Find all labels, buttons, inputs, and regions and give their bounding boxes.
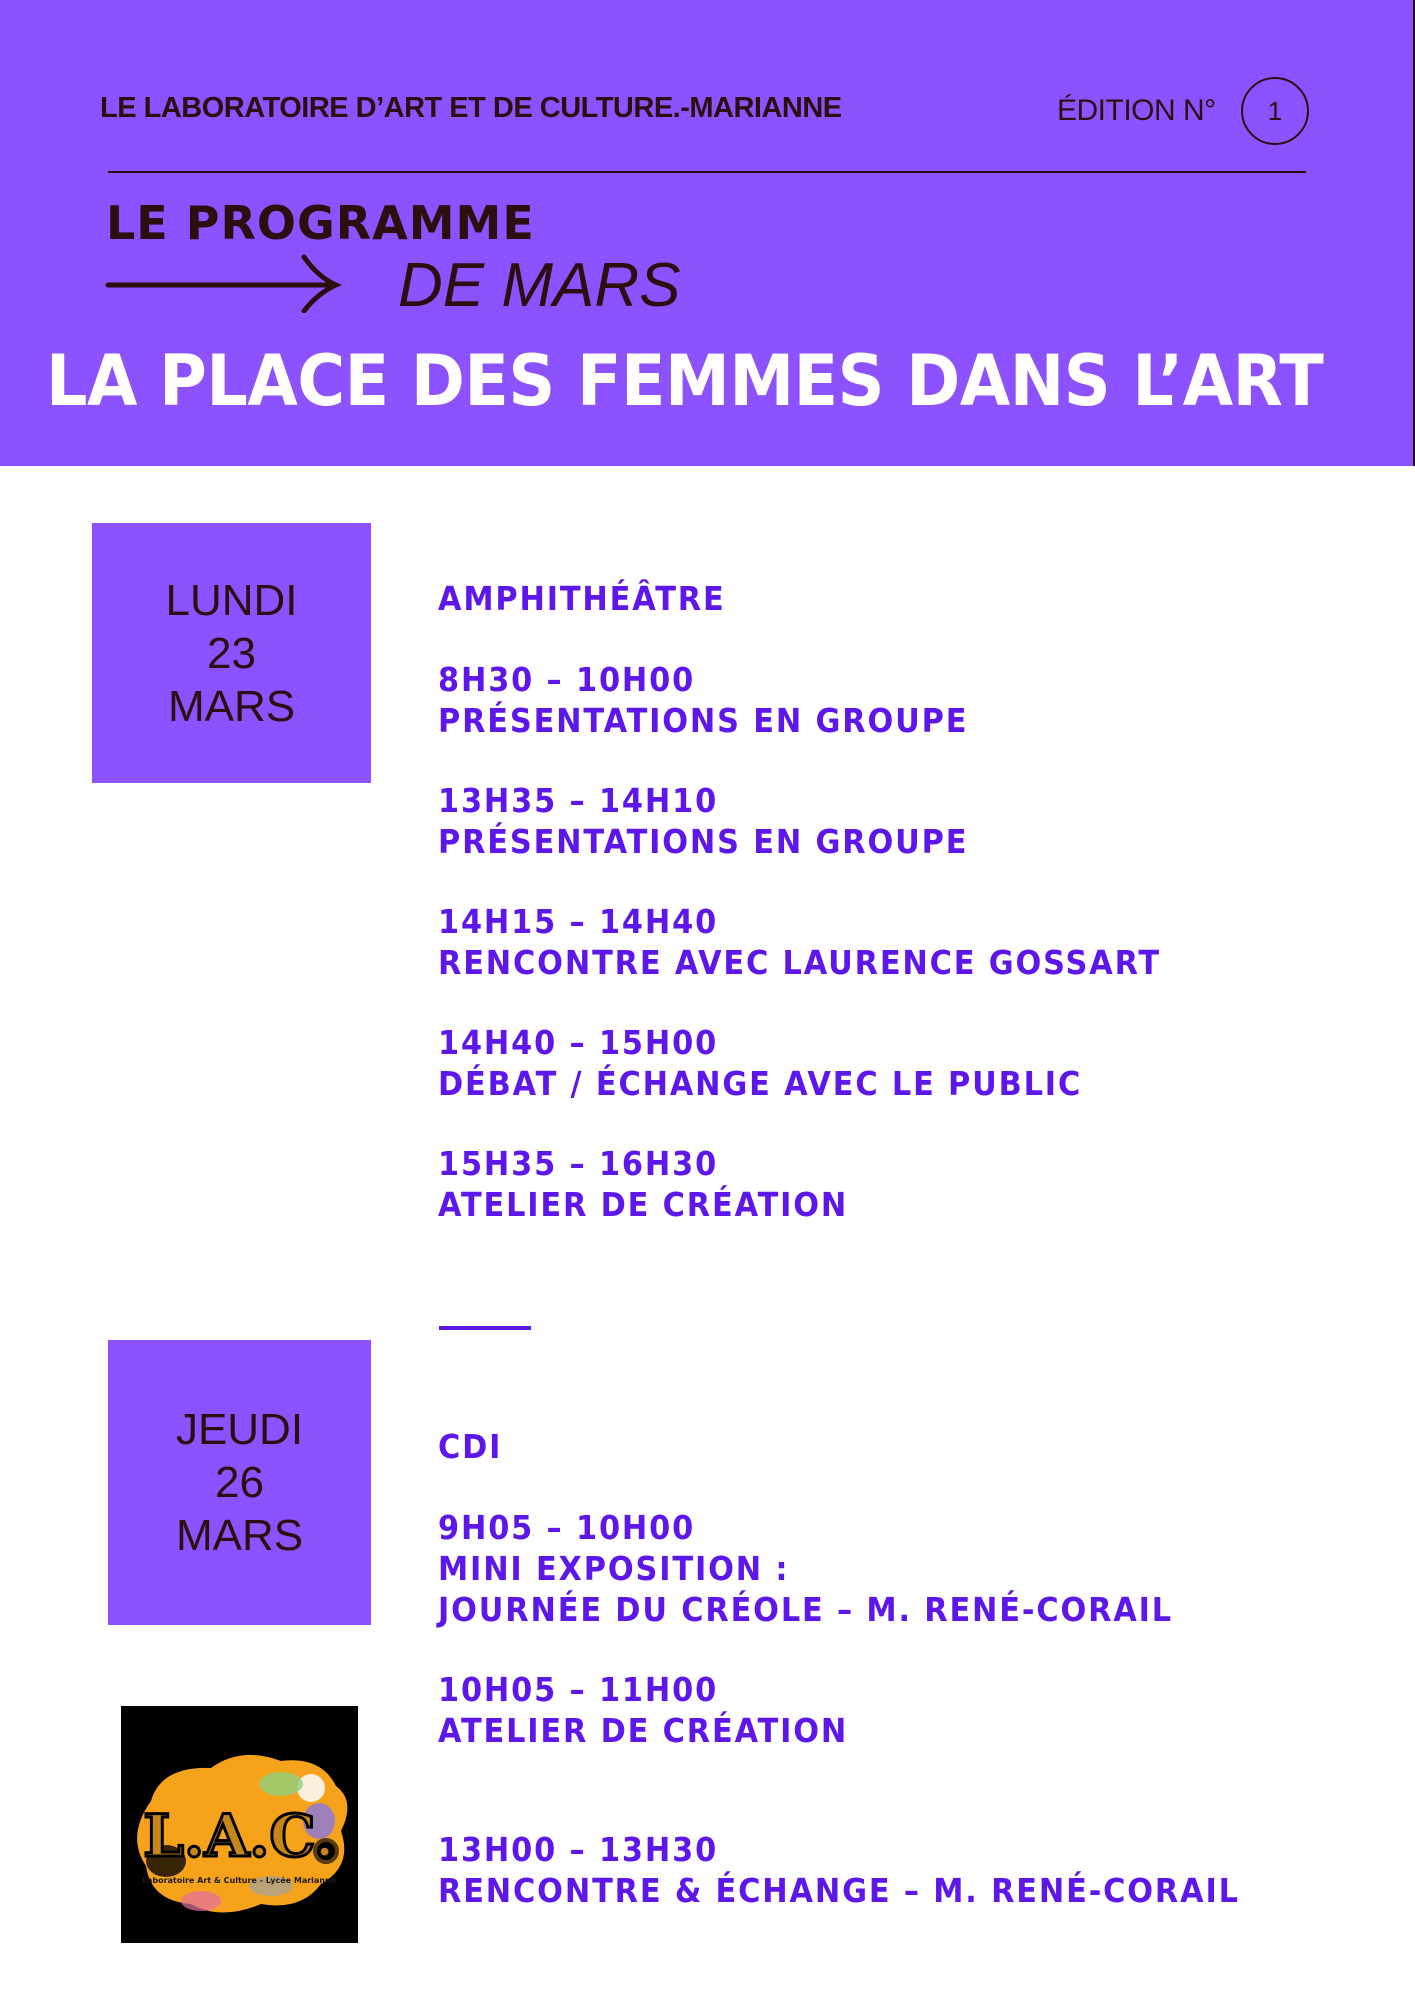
edition-label: ÉDITION N° (1057, 94, 1216, 127)
program-title: LE PROGRAMME (106, 196, 535, 250)
event-time: 9H05 – 10H00 (438, 1508, 696, 1547)
day-box-lundi (92, 523, 371, 783)
event-item (438, 1022, 1138, 1104)
event-title: RENCONTRE AVEC LAURENCE GOSSART (438, 943, 1161, 982)
event-title: PRÉSENTATIONS EN GROUPE (438, 822, 969, 861)
event-title: RENCONTRE & ÉCHANGE – M. RENÉ-CORAIL (438, 1871, 1240, 1910)
palette-logo-icon (121, 1706, 358, 1943)
svg-text:L.A.C.: L.A.C. (143, 1802, 335, 1870)
event-time: 14H40 – 15H00 (438, 1023, 719, 1062)
event-title: ATELIER DE CRÉATION (438, 1711, 849, 1750)
day-date: 23 (207, 628, 256, 678)
event-subtitle: JOURNÉE DU CRÉOLE – M. RENÉ-CORAIL (438, 1590, 1173, 1629)
svg-text:Laboratoire Art & Culture - Ly: Laboratoire Art & Culture - Lycée Marianne (141, 1876, 337, 1885)
venue-title: CDI (438, 1427, 503, 1466)
event-item (438, 1143, 884, 1225)
event-time: 13H35 – 14H10 (438, 781, 719, 820)
day-box-jeudi (108, 1340, 371, 1625)
edition-number: 1 (1267, 95, 1283, 126)
day-month: MARS (167, 681, 296, 731)
edition-number-badge (1241, 77, 1309, 145)
event-title: MINI EXPOSITION : (438, 1549, 790, 1588)
program-month: DE MARS (398, 251, 681, 320)
event-time: 10H05 – 11H00 (438, 1670, 719, 1709)
section-divider (439, 1326, 531, 1330)
event-item (438, 901, 1224, 983)
event-item (438, 1669, 884, 1751)
event-time: 14H15 – 14H40 (438, 902, 719, 941)
day-month: MARS (175, 1511, 304, 1560)
organization-name: LE LABORATOIRE D’ART ET DE CULTURE.-MARIANNE (100, 92, 842, 124)
header-divider (108, 171, 1306, 173)
event-time: 13H00 – 13H30 (438, 1830, 719, 1869)
main-title: LA PLACE DES FEMMES DANS L’ART (46, 340, 1324, 422)
day-weekday: JEUDI (175, 1405, 304, 1454)
event-item (438, 659, 1014, 741)
event-time: 8H30 – 10H00 (438, 660, 696, 699)
event-title: DÉBAT / ÉCHANGE AVEC LE PUBLIC (438, 1064, 1083, 1103)
event-title: ATELIER DE CRÉATION (438, 1185, 849, 1224)
event-title: PRÉSENTATIONS EN GROUPE (438, 701, 969, 740)
lac-logo (121, 1706, 358, 1943)
event-time: 15H35 – 16H30 (438, 1144, 719, 1183)
venue-title: AMPHITHÉÂTRE (438, 579, 726, 618)
day-date: 26 (215, 1458, 264, 1507)
event-item (438, 780, 1014, 862)
arrow-right-icon (104, 253, 344, 313)
day-weekday: LUNDI (165, 575, 298, 625)
header-band (0, 0, 1415, 466)
event-item (438, 1507, 1237, 1630)
event-item (438, 1829, 1310, 1911)
